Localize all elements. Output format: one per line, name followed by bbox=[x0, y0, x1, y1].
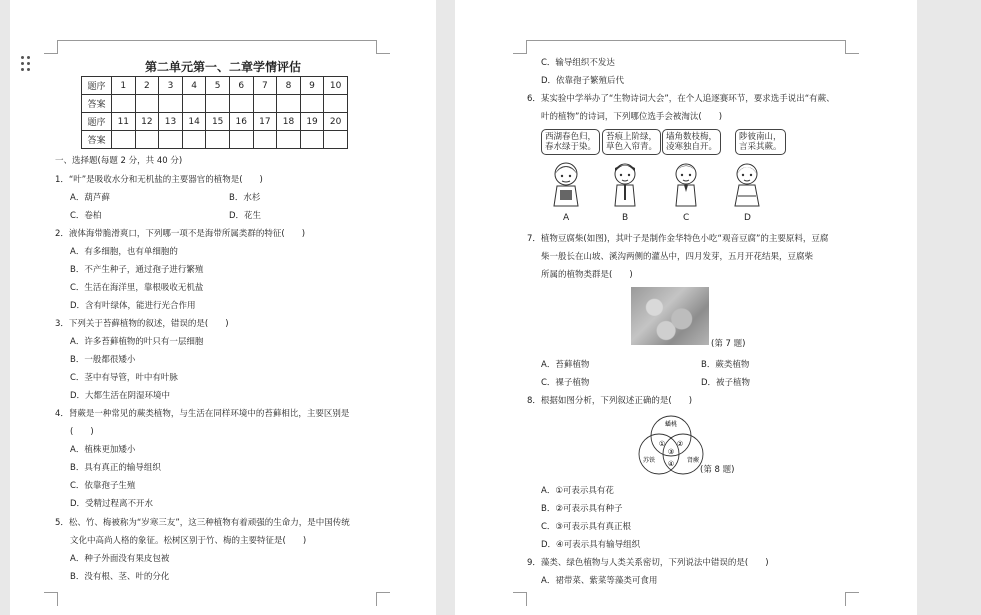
option-a: A．葫芦藓 bbox=[70, 193, 110, 203]
option-b: B．蕨类植物 bbox=[701, 360, 750, 370]
venn-diagram bbox=[635, 412, 707, 478]
question-4-stem: 4．肾蕨是一种常见的蕨类植物，与生活在同样环境中的苔藓相比，主要区别是 bbox=[55, 409, 350, 419]
table-row bbox=[82, 113, 348, 131]
question-8-stem: 8．根据如图分析，下列叙述正确的是( ) bbox=[527, 396, 693, 406]
option-c: C．③可表示具有真正根 bbox=[541, 522, 632, 532]
option-d: D．含有叶绿体，能进行光合作用 bbox=[70, 301, 196, 311]
figure-caption: (第 8 题) bbox=[700, 465, 735, 475]
question-2-stem: 2．液体海带脆滑爽口，下列哪一项不是海带所属类群的特征( ) bbox=[55, 229, 306, 239]
table-cell: 答案 bbox=[82, 95, 112, 113]
table-cell: 3 bbox=[159, 77, 183, 95]
option-b: B．不产生种子，通过孢子进行繁殖 bbox=[70, 265, 204, 275]
plant-photo bbox=[631, 287, 709, 345]
speech-bubble-b bbox=[602, 129, 661, 155]
question-7-stem-cont: 所属的植物类群是( ) bbox=[541, 270, 633, 280]
option-d: D．受精过程离不开水 bbox=[70, 499, 154, 509]
question-6-stem-cont: 叶的植物”的诗词，下列哪位选手会被淘汰( ) bbox=[541, 112, 723, 122]
answer-cell[interactable] bbox=[324, 131, 348, 149]
corner-mark bbox=[44, 592, 58, 606]
bubble-line: 凌寒独自开。 bbox=[666, 142, 718, 152]
option-b: B．水杉 bbox=[229, 193, 261, 203]
bubble-line: 草色入帘青。 bbox=[606, 142, 658, 152]
table-cell: 13 bbox=[159, 113, 183, 131]
page-left bbox=[10, 0, 436, 615]
answer-paren: ( ) bbox=[70, 427, 94, 437]
corner-mark bbox=[845, 592, 859, 606]
option-c: C．生活在海洋里，靠根吸收无机盐 bbox=[70, 283, 204, 293]
table-cell: 10 bbox=[324, 77, 348, 95]
option-a: A．苔藓植物 bbox=[541, 360, 590, 370]
table-cell: 11 bbox=[112, 113, 136, 131]
option-b: B．没有根、茎、叶的分化 bbox=[70, 572, 170, 582]
corner-mark bbox=[376, 592, 390, 606]
table-cell: 6 bbox=[229, 77, 253, 95]
answer-cell[interactable] bbox=[159, 131, 183, 149]
venn-region-3: ③ bbox=[667, 448, 675, 456]
option-c: C．卷柏 bbox=[70, 211, 102, 221]
question-3-stem: 3．下列关于苔藓植物的叙述，错误的是( ) bbox=[55, 319, 229, 329]
table-cell: 18 bbox=[277, 113, 301, 131]
option-c: C．裸子植物 bbox=[541, 378, 590, 388]
header-rule bbox=[58, 40, 376, 41]
option-d: D．被子植物 bbox=[701, 378, 751, 388]
table-cell: 题序 bbox=[82, 113, 112, 131]
option-b: B．一般都很矮小 bbox=[70, 355, 136, 365]
table-cell: 20 bbox=[324, 113, 348, 131]
table-cell: 15 bbox=[206, 113, 230, 131]
question-1-stem: 1．“叶”是吸收水分和无机盐的主要器官的植物是( ) bbox=[55, 175, 263, 185]
option-a: A．有多细胞，也有单细胞的 bbox=[70, 247, 178, 257]
bubble-line: 西湖春色归， bbox=[545, 132, 597, 142]
option-c: C．茎中有导管，叶中有叶脉 bbox=[70, 373, 178, 383]
section-heading: 一、选择题(每题 2 分，共 40 分) bbox=[55, 156, 183, 166]
table-row bbox=[82, 95, 348, 113]
answer-cell[interactable] bbox=[159, 95, 183, 113]
contestant-label-c: C bbox=[683, 213, 690, 223]
question-9-stem: 9．藻类、绿色植物与人类关系密切，下列说法中错误的是( ) bbox=[527, 558, 769, 568]
answer-cell[interactable] bbox=[300, 95, 324, 113]
answer-cell[interactable] bbox=[206, 95, 230, 113]
contestant-label-d: D bbox=[744, 213, 751, 223]
question-7-stem: 7．植物豆腐柴(如图)，其叶子是制作金华特色小吃“观音豆腐”的主要原料，豆腐 bbox=[527, 234, 829, 244]
answer-table bbox=[81, 76, 348, 149]
answer-cell[interactable] bbox=[300, 131, 324, 149]
table-cell: 5 bbox=[206, 77, 230, 95]
option-d: D．大都生活在阴湿环境中 bbox=[70, 391, 171, 401]
bubble-line: 言采其蕨。 bbox=[739, 142, 782, 152]
page-title: 第二单元第一、二章学情评估 bbox=[144, 60, 301, 74]
option-a: A．种子外面没有果皮包被 bbox=[70, 554, 170, 564]
corner-mark bbox=[845, 40, 859, 54]
venn-region-1: ① bbox=[658, 440, 666, 448]
girl-contestant-icon bbox=[732, 160, 762, 208]
contestant-label-a: A bbox=[563, 213, 570, 223]
table-cell: 14 bbox=[182, 113, 206, 131]
table-cell: 7 bbox=[253, 77, 277, 95]
boy-contestant-icon bbox=[671, 160, 701, 208]
answer-cell[interactable] bbox=[182, 131, 206, 149]
table-cell: 12 bbox=[135, 113, 159, 131]
answer-cell[interactable] bbox=[112, 95, 136, 113]
table-cell: 2 bbox=[135, 77, 159, 95]
option-b: B．具有真正的输导组织 bbox=[70, 463, 161, 473]
option-b: B．②可表示具有种子 bbox=[541, 504, 623, 514]
drag-handle-icon[interactable] bbox=[21, 56, 35, 74]
answer-cell[interactable] bbox=[253, 131, 277, 149]
table-cell: 题序 bbox=[82, 77, 112, 95]
option-c: C．依靠孢子生殖 bbox=[70, 481, 136, 491]
bubble-line: 春水绿于染。 bbox=[545, 142, 597, 152]
corner-mark bbox=[513, 40, 527, 54]
table-cell: 19 bbox=[300, 113, 324, 131]
table-cell: 4 bbox=[182, 77, 206, 95]
answer-cell[interactable] bbox=[206, 131, 230, 149]
table-cell: 17 bbox=[253, 113, 277, 131]
answer-cell[interactable] bbox=[277, 95, 301, 113]
venn-region-2: ② bbox=[676, 440, 684, 448]
table-row bbox=[82, 77, 348, 95]
speech-bubble-a bbox=[541, 129, 600, 155]
answer-cell[interactable] bbox=[112, 131, 136, 149]
table-row bbox=[82, 131, 348, 149]
bubble-line: 墙角数枝梅， bbox=[666, 132, 718, 142]
girl-contestant-icon bbox=[551, 160, 581, 208]
table-cell: 9 bbox=[300, 77, 324, 95]
answer-cell[interactable] bbox=[324, 95, 348, 113]
corner-mark bbox=[376, 40, 390, 54]
option-d: D．花生 bbox=[229, 211, 262, 221]
answer-cell[interactable] bbox=[277, 131, 301, 149]
answer-cell[interactable] bbox=[229, 95, 253, 113]
contestant-label-b: B bbox=[622, 213, 629, 223]
figure-caption: (第 7 题) bbox=[711, 339, 746, 349]
answer-cell[interactable] bbox=[135, 131, 159, 149]
venn-label-right: 肾蕨 bbox=[686, 457, 700, 464]
bubble-line: 苔痕上阶绿， bbox=[606, 132, 658, 142]
boy-contestant-icon bbox=[610, 160, 640, 208]
table-cell: 1 bbox=[112, 77, 136, 95]
table-cell: 8 bbox=[277, 77, 301, 95]
bubble-line: 陟彼南山， bbox=[739, 132, 782, 142]
option-a: A．裙带菜、紫菜等藻类可食用 bbox=[541, 576, 658, 586]
table-cell: 答案 bbox=[82, 131, 112, 149]
answer-cell[interactable] bbox=[229, 131, 253, 149]
option-a: A．植株更加矮小 bbox=[70, 445, 136, 455]
question-7-stem-cont: 柴一般长在山坡、溪沟两侧的灌丛中，四月发芽，五月开花结果，豆腐柴 bbox=[541, 252, 814, 262]
speech-bubble-d bbox=[735, 129, 786, 155]
answer-cell[interactable] bbox=[253, 95, 277, 113]
venn-label-top: 蟠桃 bbox=[664, 421, 678, 428]
answer-cell[interactable] bbox=[182, 95, 206, 113]
option-a: A．许多苔藓植物的叶只有一层细胞 bbox=[70, 337, 204, 347]
speech-bubble-c bbox=[662, 129, 721, 155]
venn-label-left: 苏铁 bbox=[642, 457, 656, 464]
option-a: A．①可表示具有花 bbox=[541, 486, 614, 496]
corner-mark bbox=[44, 40, 58, 54]
option-c: C．输导组织不发达 bbox=[541, 58, 615, 68]
page-right bbox=[455, 0, 917, 615]
header-rule bbox=[527, 40, 845, 41]
table-cell: 16 bbox=[229, 113, 253, 131]
option-d: D．④可表示具有输导组织 bbox=[541, 540, 641, 550]
venn-region-4: ④ bbox=[667, 460, 675, 468]
question-5-stem-cont: 文化中高尚人格的象征。松树区别于竹、梅的主要特征是( ) bbox=[70, 536, 307, 546]
option-d: D．依靠孢子繁殖后代 bbox=[541, 76, 625, 86]
answer-cell[interactable] bbox=[135, 95, 159, 113]
question-5-stem: 5．松、竹、梅被称为“岁寒三友”，这三种植物有着顽强的生命力，是中国传统 bbox=[55, 518, 350, 528]
question-6-stem: 6．某实验中学举办了“生物诗词大会”，在个人追逐赛环节，要求选手说出“有蕨、 bbox=[527, 94, 835, 104]
corner-mark bbox=[513, 592, 527, 606]
